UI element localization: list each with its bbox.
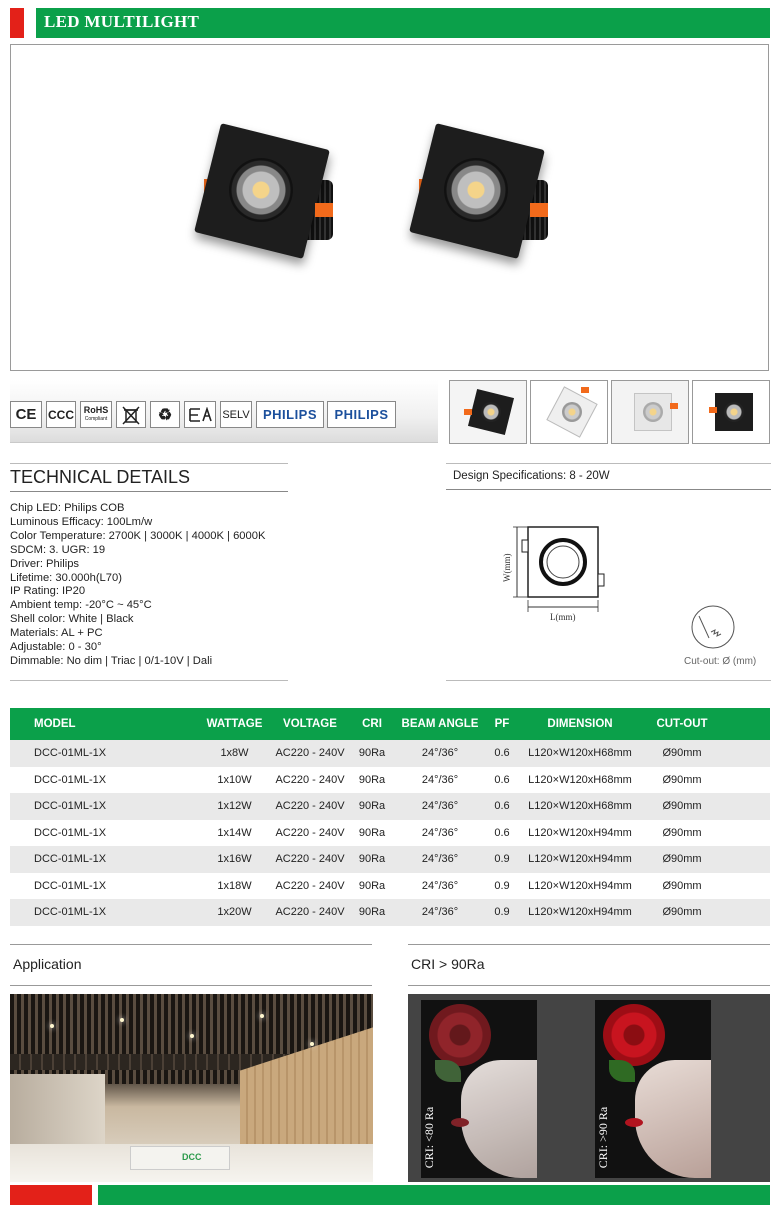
pf-cell: 0.6 (494, 747, 510, 760)
spec-item: Color Temperature: 2700K | 3000K | 4000K | 6000K (10, 529, 266, 542)
pf-cell: 0.9 (494, 853, 510, 866)
cutout-cell: Ø90mm (662, 773, 702, 786)
application-heading: Application (13, 956, 82, 972)
rohs-sub-label: Compliant (84, 415, 108, 422)
divider (408, 985, 770, 986)
downlight-image (191, 125, 341, 275)
column-header: MODEL (34, 718, 76, 730)
table-row (10, 767, 770, 794)
voltage-cell: AC220 - 240V (275, 826, 345, 839)
table-row (10, 740, 770, 767)
divider (10, 985, 372, 986)
dimension-cell: L120×W120xH68mm (528, 773, 632, 786)
cutout-cell: Ø90mm (662, 747, 702, 760)
spec-item: Ambient temp: -20°C ~ 45°C (10, 599, 152, 612)
technical-details-heading: TECHNICAL DETAILS (10, 467, 191, 487)
product-hero-image (10, 44, 769, 371)
column-header: CRI (362, 718, 382, 730)
dimension-cell: L120×W120xH68mm (528, 800, 632, 813)
cutout-cell: Ø90mm (662, 879, 702, 892)
product-thumbnail-white-angled[interactable] (530, 380, 608, 444)
beam-angle-cell: 24°/36° (421, 800, 459, 813)
recycle-icon: ♻ (150, 401, 180, 428)
page-title: LED MULTILIGHT (44, 12, 200, 31)
cri-low-label: CRI: <80 Ra (422, 1106, 437, 1169)
selv-mark-icon: SELV (220, 401, 252, 428)
divider (10, 463, 288, 464)
beam-angle-cell: 24°/36° (421, 853, 459, 866)
voltage-cell: AC220 - 240V (275, 879, 345, 892)
cutout-cell: Ø90mm (662, 853, 702, 866)
voltage-cell: AC220 - 240V (275, 853, 345, 866)
divider (10, 491, 288, 492)
cri-cell: 90Ra (358, 826, 386, 839)
spec-item: Shell color: White | Black (10, 613, 134, 626)
wattage-cell: 1x12W (217, 800, 252, 813)
divider (10, 944, 372, 945)
cri-cell: 90Ra (358, 800, 386, 813)
philips-logo: PHILIPS (327, 401, 396, 428)
pf-cell: 0.9 (494, 906, 510, 919)
table-row (10, 873, 770, 900)
beam-angle-cell: 24°/36° (421, 826, 459, 839)
pf-cell: 0.6 (494, 773, 510, 786)
cri-cell: 90Ra (358, 773, 386, 786)
table-header (10, 708, 770, 740)
cri-cell: 90Ra (358, 906, 386, 919)
product-thumbnail-black[interactable] (449, 380, 527, 444)
dimension-drawing (495, 520, 775, 670)
ce-mark-icon: CE (10, 401, 42, 428)
model-cell: DCC-01ML-1X (34, 747, 107, 760)
dimension-cell: L120×W120xH68mm (528, 747, 632, 760)
footer-green-bar (98, 1185, 770, 1205)
voltage-cell: AC220 - 240V (275, 906, 345, 919)
footer-red-bar (10, 1185, 92, 1205)
dimension-cell: L120×W120xH94mm (528, 826, 632, 839)
model-cell: DCC-01ML-1X (34, 800, 107, 813)
dimension-cell: L120×W120xH94mm (528, 906, 632, 919)
wattage-cell: 1x18W (217, 879, 252, 892)
cutout-label: Cut-out: Ø (mm) (684, 656, 757, 667)
divider (446, 680, 771, 681)
table-row (10, 793, 770, 820)
cri-cell: 90Ra (358, 879, 386, 892)
spec-item: Chip LED: Philips COB (10, 502, 125, 514)
wattage-cell: 1x20W (217, 906, 252, 919)
dcc-sign: DCC (182, 1152, 202, 1162)
table-row (10, 820, 770, 847)
spec-item: SDCM: 3. UGR: 19 (10, 543, 106, 556)
cri-cell: 90Ra (358, 853, 386, 866)
pf-cell: 0.9 (494, 879, 510, 892)
cri-cell: 90Ra (358, 747, 386, 760)
spec-item: IP Rating: IP20 (10, 585, 86, 598)
spec-item: Dimmable: No dim | Triac | 0/1-10V | Dali (10, 654, 213, 667)
column-header: DIMENSION (547, 718, 613, 730)
column-header: BEAM ANGLE (401, 718, 479, 730)
table-row (10, 846, 770, 873)
divider (446, 489, 771, 490)
column-header: VOLTAGE (283, 718, 337, 730)
column-header: CUT-OUT (656, 718, 708, 730)
cri-high-label: CRI: >90 Ra (596, 1106, 611, 1169)
cri-high-panel (595, 1000, 711, 1178)
dimension-cell: L120×W120xH94mm (528, 853, 632, 866)
beam-angle-cell: 24°/36° (421, 879, 459, 892)
model-cell: DCC-01ML-1X (34, 879, 107, 892)
technical-details-list (10, 502, 265, 669)
cri-heading: CRI > 90Ra (411, 956, 485, 972)
beam-angle-cell: 24°/36° (421, 773, 459, 786)
ccc-mark-icon: CCC (46, 401, 76, 428)
spec-item: Lifetime: 30.000h(L70) (10, 571, 122, 584)
divider (446, 463, 771, 464)
product-thumbnail-white[interactable] (611, 380, 689, 444)
beam-angle-cell: 24°/36° (421, 906, 459, 919)
cri-comparison-photo (408, 994, 770, 1182)
cri-low-panel (421, 1000, 537, 1178)
wattage-cell: 1x14W (217, 826, 252, 839)
length-dimension-label: L(mm) (550, 612, 576, 622)
product-thumbnail-black-front[interactable] (692, 380, 770, 444)
width-dimension-label: W(mm) (502, 553, 512, 582)
spec-item: Materials: AL + PC (10, 627, 103, 640)
dimension-cell: L120×W120xH94mm (528, 879, 632, 892)
model-cell: DCC-01ML-1X (34, 773, 107, 786)
design-spec-heading: Design Specifications: 8 - 20W (453, 470, 610, 482)
column-header: PF (494, 718, 510, 730)
header-red-block (10, 8, 24, 38)
wattage-cell: 1x16W (217, 853, 252, 866)
model-cell: DCC-01ML-1X (34, 906, 107, 919)
pf-cell: 0.6 (494, 826, 510, 839)
model-cell: DCC-01ML-1X (34, 826, 107, 839)
cutout-cell: Ø90mm (662, 906, 702, 919)
weee-bin-icon (116, 401, 146, 428)
pf-cell: 0.6 (494, 800, 510, 813)
rohs-mark-icon (80, 401, 112, 428)
model-cell: DCC-01ML-1X (34, 853, 107, 866)
cutout-cell: Ø90mm (662, 826, 702, 839)
spec-item: Luminous Efficacy: 100Lm/w (10, 515, 153, 528)
spec-item: Adjustable: 0 - 30° (10, 641, 102, 654)
application-photo (10, 994, 373, 1182)
table-row (10, 899, 770, 926)
voltage-cell: AC220 - 240V (275, 800, 345, 813)
wattage-cell: 1x10W (217, 773, 252, 786)
philips-logo: PHILIPS (256, 401, 324, 428)
column-header: WATTAGE (206, 718, 263, 730)
divider (408, 944, 770, 945)
downlight-image (406, 125, 556, 275)
spec-item: Driver: Philips (10, 557, 80, 570)
beam-angle-cell: 24°/36° (421, 747, 459, 760)
specification-table (10, 708, 770, 926)
wattage-cell: 1x8W (220, 747, 249, 760)
rohs-label: RoHS (83, 404, 109, 415)
voltage-cell: AC220 - 240V (275, 747, 345, 760)
eac-mark-icon (184, 401, 216, 428)
divider (10, 680, 288, 681)
cutout-cell: Ø90mm (662, 800, 702, 813)
voltage-cell: AC220 - 240V (275, 773, 345, 786)
